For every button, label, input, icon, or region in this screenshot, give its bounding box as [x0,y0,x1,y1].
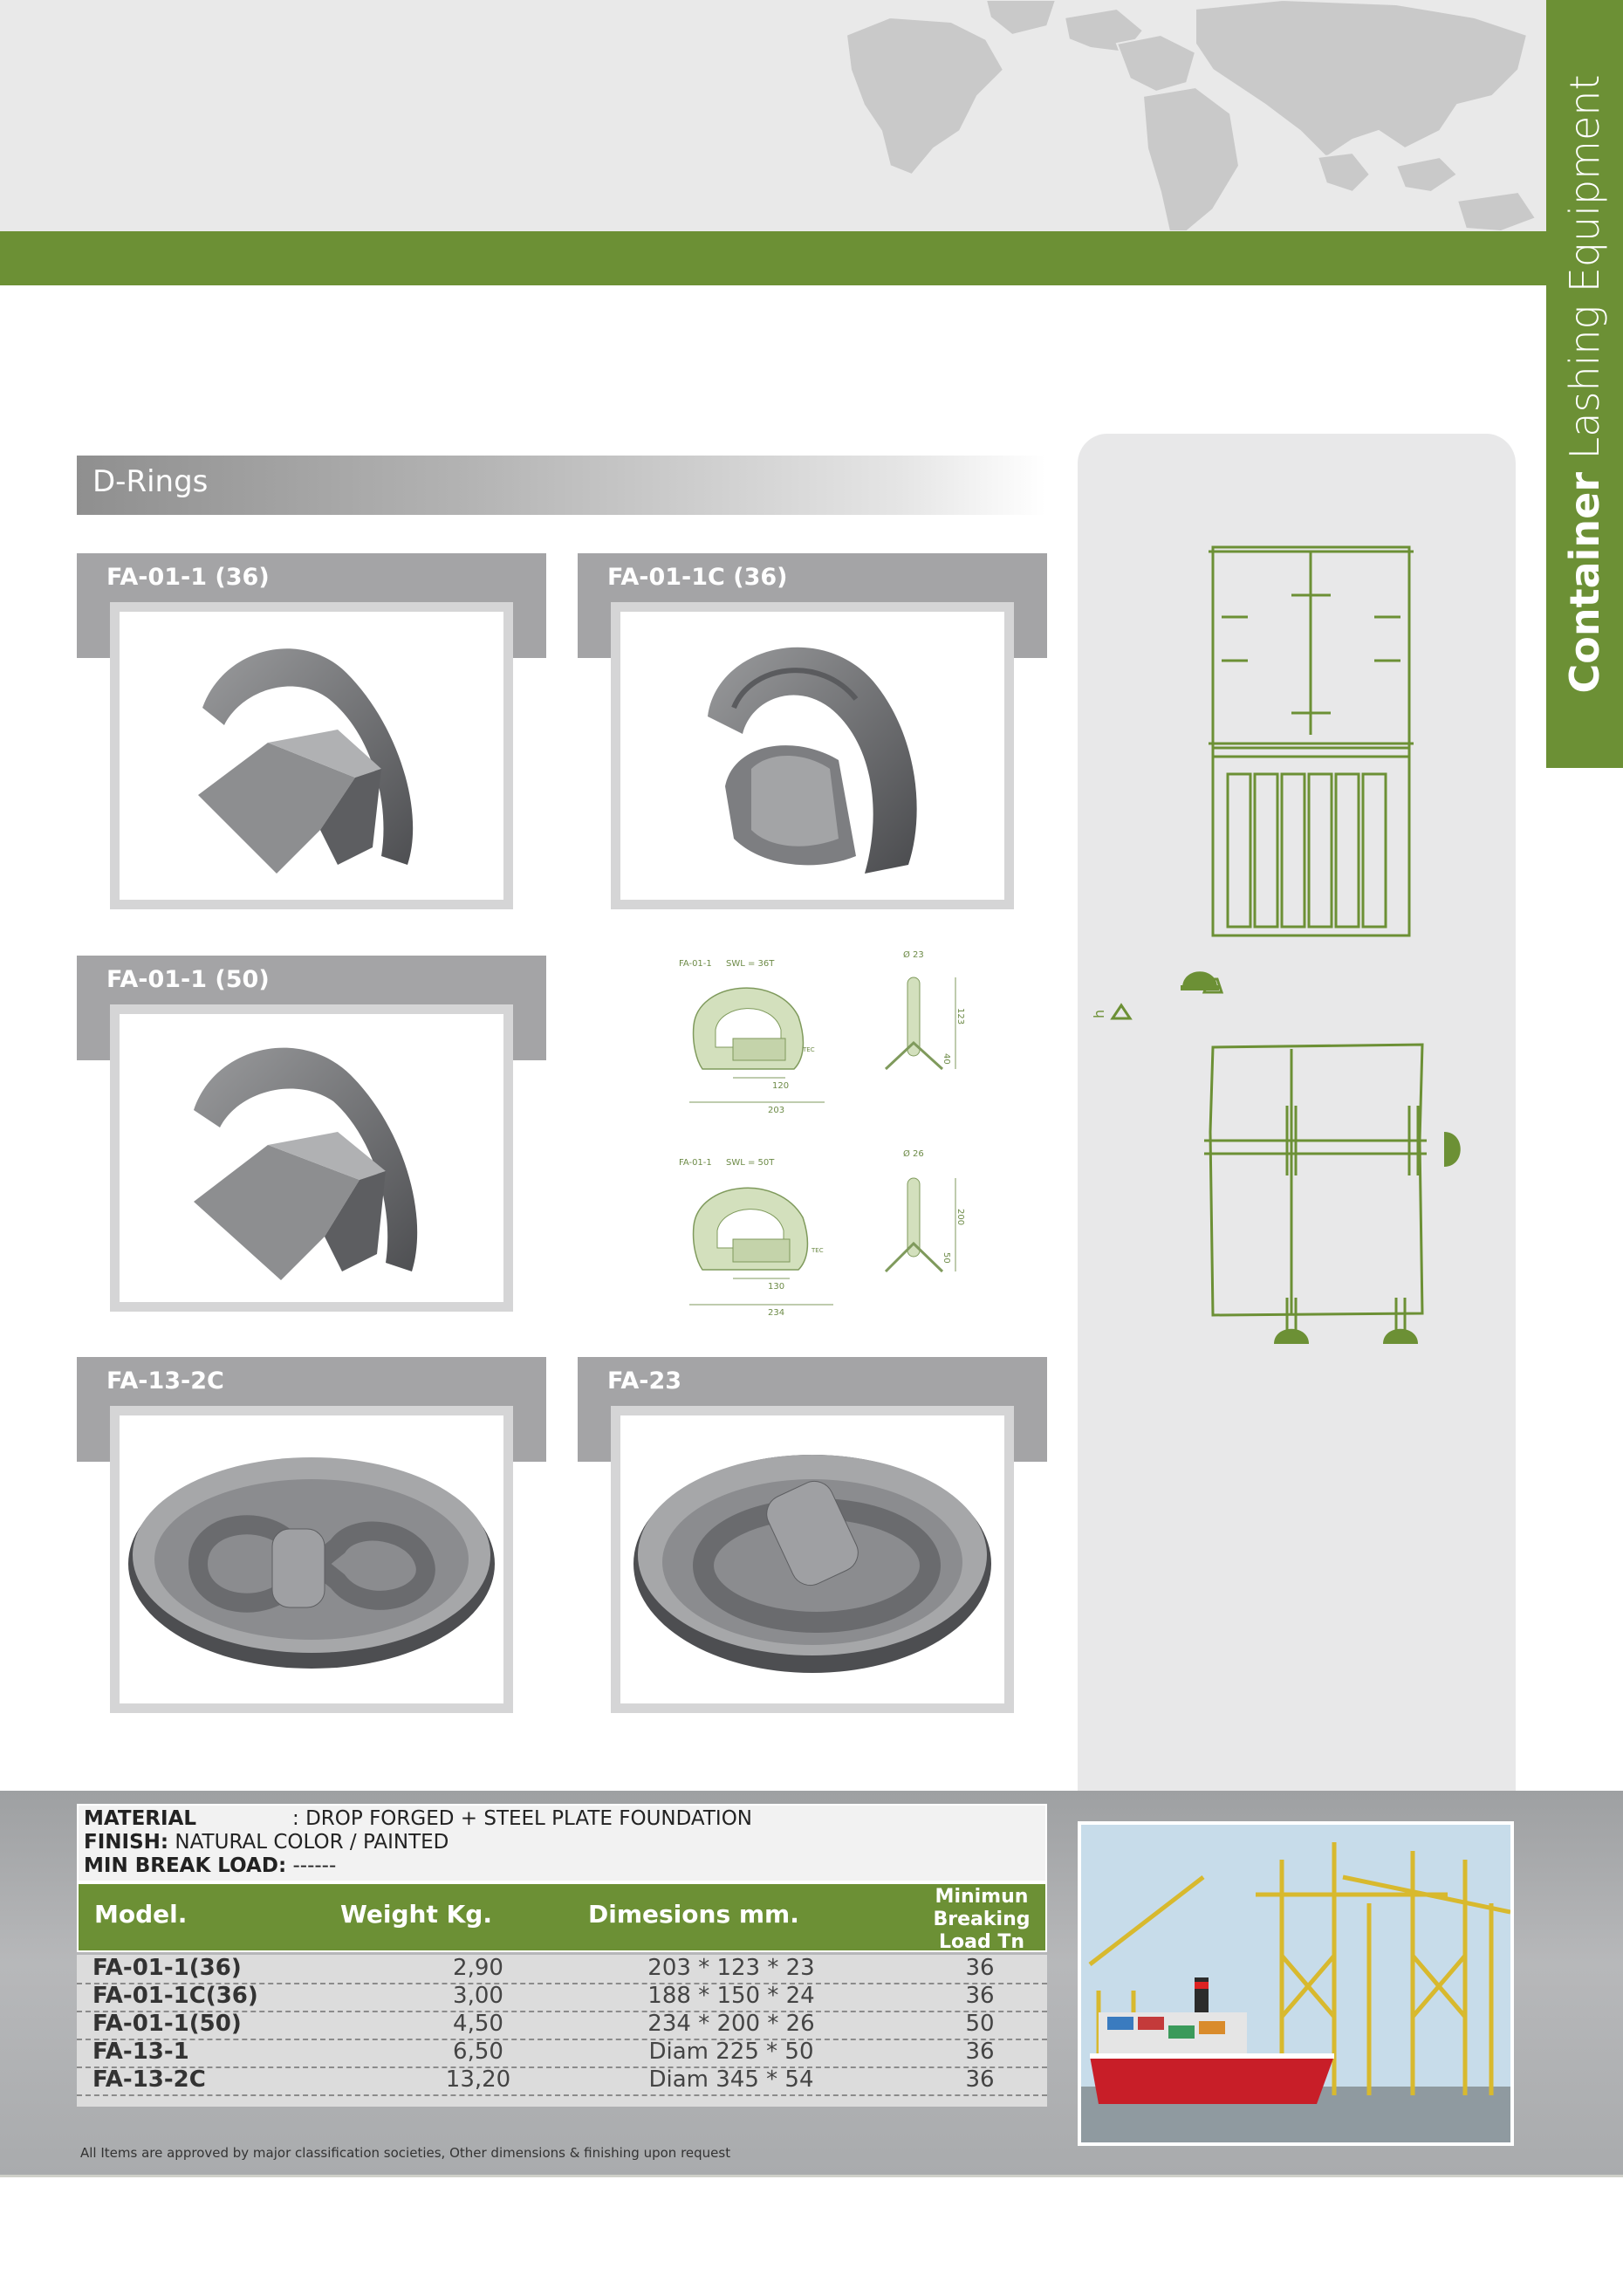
svg-text:SWL = 50T: SWL = 50T [726,1158,775,1168]
product-card [77,956,548,1313]
table-row: FA-13-2C 13,20 Diam 345 * 54 36 [77,2066,1047,2096]
svg-text:FA-01-1: FA-01-1 [679,959,712,969]
product-card [77,1357,548,1715]
svg-text:50: 50 [942,1252,951,1264]
svg-text:200: 200 [955,1209,965,1226]
product-label: FA-01-1 (36) [106,564,270,591]
header-green-bar [0,231,1546,285]
svg-text:Ø 26: Ø 26 [903,1149,924,1159]
section-title: D-Rings [92,464,209,499]
product-label: FA-01-1 (50) [106,966,270,993]
side-tab-title: Container Lashing Equipment [1561,74,1608,694]
material-line: MATERIAL : DROP FORGED + STEEL PLATE FOUNDATION [84,1807,752,1830]
product-image-frame [110,602,513,909]
finish-line: FINISH: NATURAL COLOR / PAINTED [84,1831,449,1854]
table-row: FA-01-1(36) 2,90 203 * 123 * 23 36 [77,1955,1047,1984]
svg-text:SWL = 36T: SWL = 36T [726,959,775,969]
col-dimensions: Dimesions mm. [588,1900,799,1929]
col-weight: Weight Kg. [340,1900,492,1929]
side-category-tab [1546,0,1623,768]
product-card [77,553,548,911]
product-image-frame [110,1406,513,1713]
port-cranes-image [1081,1825,1510,2142]
header-map-banner [0,0,1546,231]
container-lashing-diagram [1078,434,1516,1568]
technical-drawing [663,947,995,1331]
specs-table-header [77,1882,1047,1952]
svg-text:234: 234 [768,1308,785,1318]
product-label: FA-13-2C [106,1367,224,1395]
svg-text:123: 123 [955,1008,965,1025]
recessed-d-ring-image [620,1415,1004,1703]
section-title-band [77,456,1045,515]
svg-text:Ø 23: Ø 23 [903,950,924,960]
col-model: Model. [94,1900,188,1929]
col-min-breaking-load: Minimun Breaking Load Tn [933,1886,1031,1953]
container-diagram-panel [1078,434,1516,1795]
world-map-icon [829,0,1544,231]
svg-text:TEC: TEC [803,1046,815,1053]
svg-text:203: 203 [768,1106,785,1115]
product-image-frame [110,1004,513,1312]
recessed-d-ring-image [120,1415,503,1703]
break-load-line: MIN BREAK LOAD: ------ [84,1854,337,1877]
bottom-divider [0,2175,1623,2177]
svg-text:120: 120 [772,1081,790,1091]
d-ring-technical-drawing [663,947,995,1331]
product-image-frame [611,1406,1014,1713]
table-row: FA-01-1C(36) 3,00 188 * 150 * 24 36 [77,1983,1047,2012]
table-row: FA-01-1(50) 4,50 234 * 200 * 26 50 [77,2011,1047,2040]
material-specs-box [77,1804,1047,1882]
footnote: All Items are approved by major classification societies, Other dimensions & finishing upon request [80,2145,731,2161]
d-ring-image [120,1014,503,1302]
d-ring-image [120,612,503,900]
d-ring-image [620,612,1004,900]
port-cranes-photo [1078,1821,1514,2146]
product-card [578,1357,1049,1715]
svg-text:40: 40 [942,1053,951,1065]
svg-text:TEC: TEC [812,1247,824,1254]
svg-text:h: h [1091,1009,1107,1018]
product-image-frame [611,602,1014,909]
table-row: FA-13-1 6,50 Diam 225 * 50 36 [77,2039,1047,2068]
svg-text:FA-01-1: FA-01-1 [679,1158,712,1168]
svg-text:130: 130 [768,1282,785,1292]
product-label: FA-23 [607,1367,682,1395]
product-label: FA-01-1C (36) [607,564,788,591]
specs-table-body [77,1955,1047,2107]
product-card [578,553,1049,911]
